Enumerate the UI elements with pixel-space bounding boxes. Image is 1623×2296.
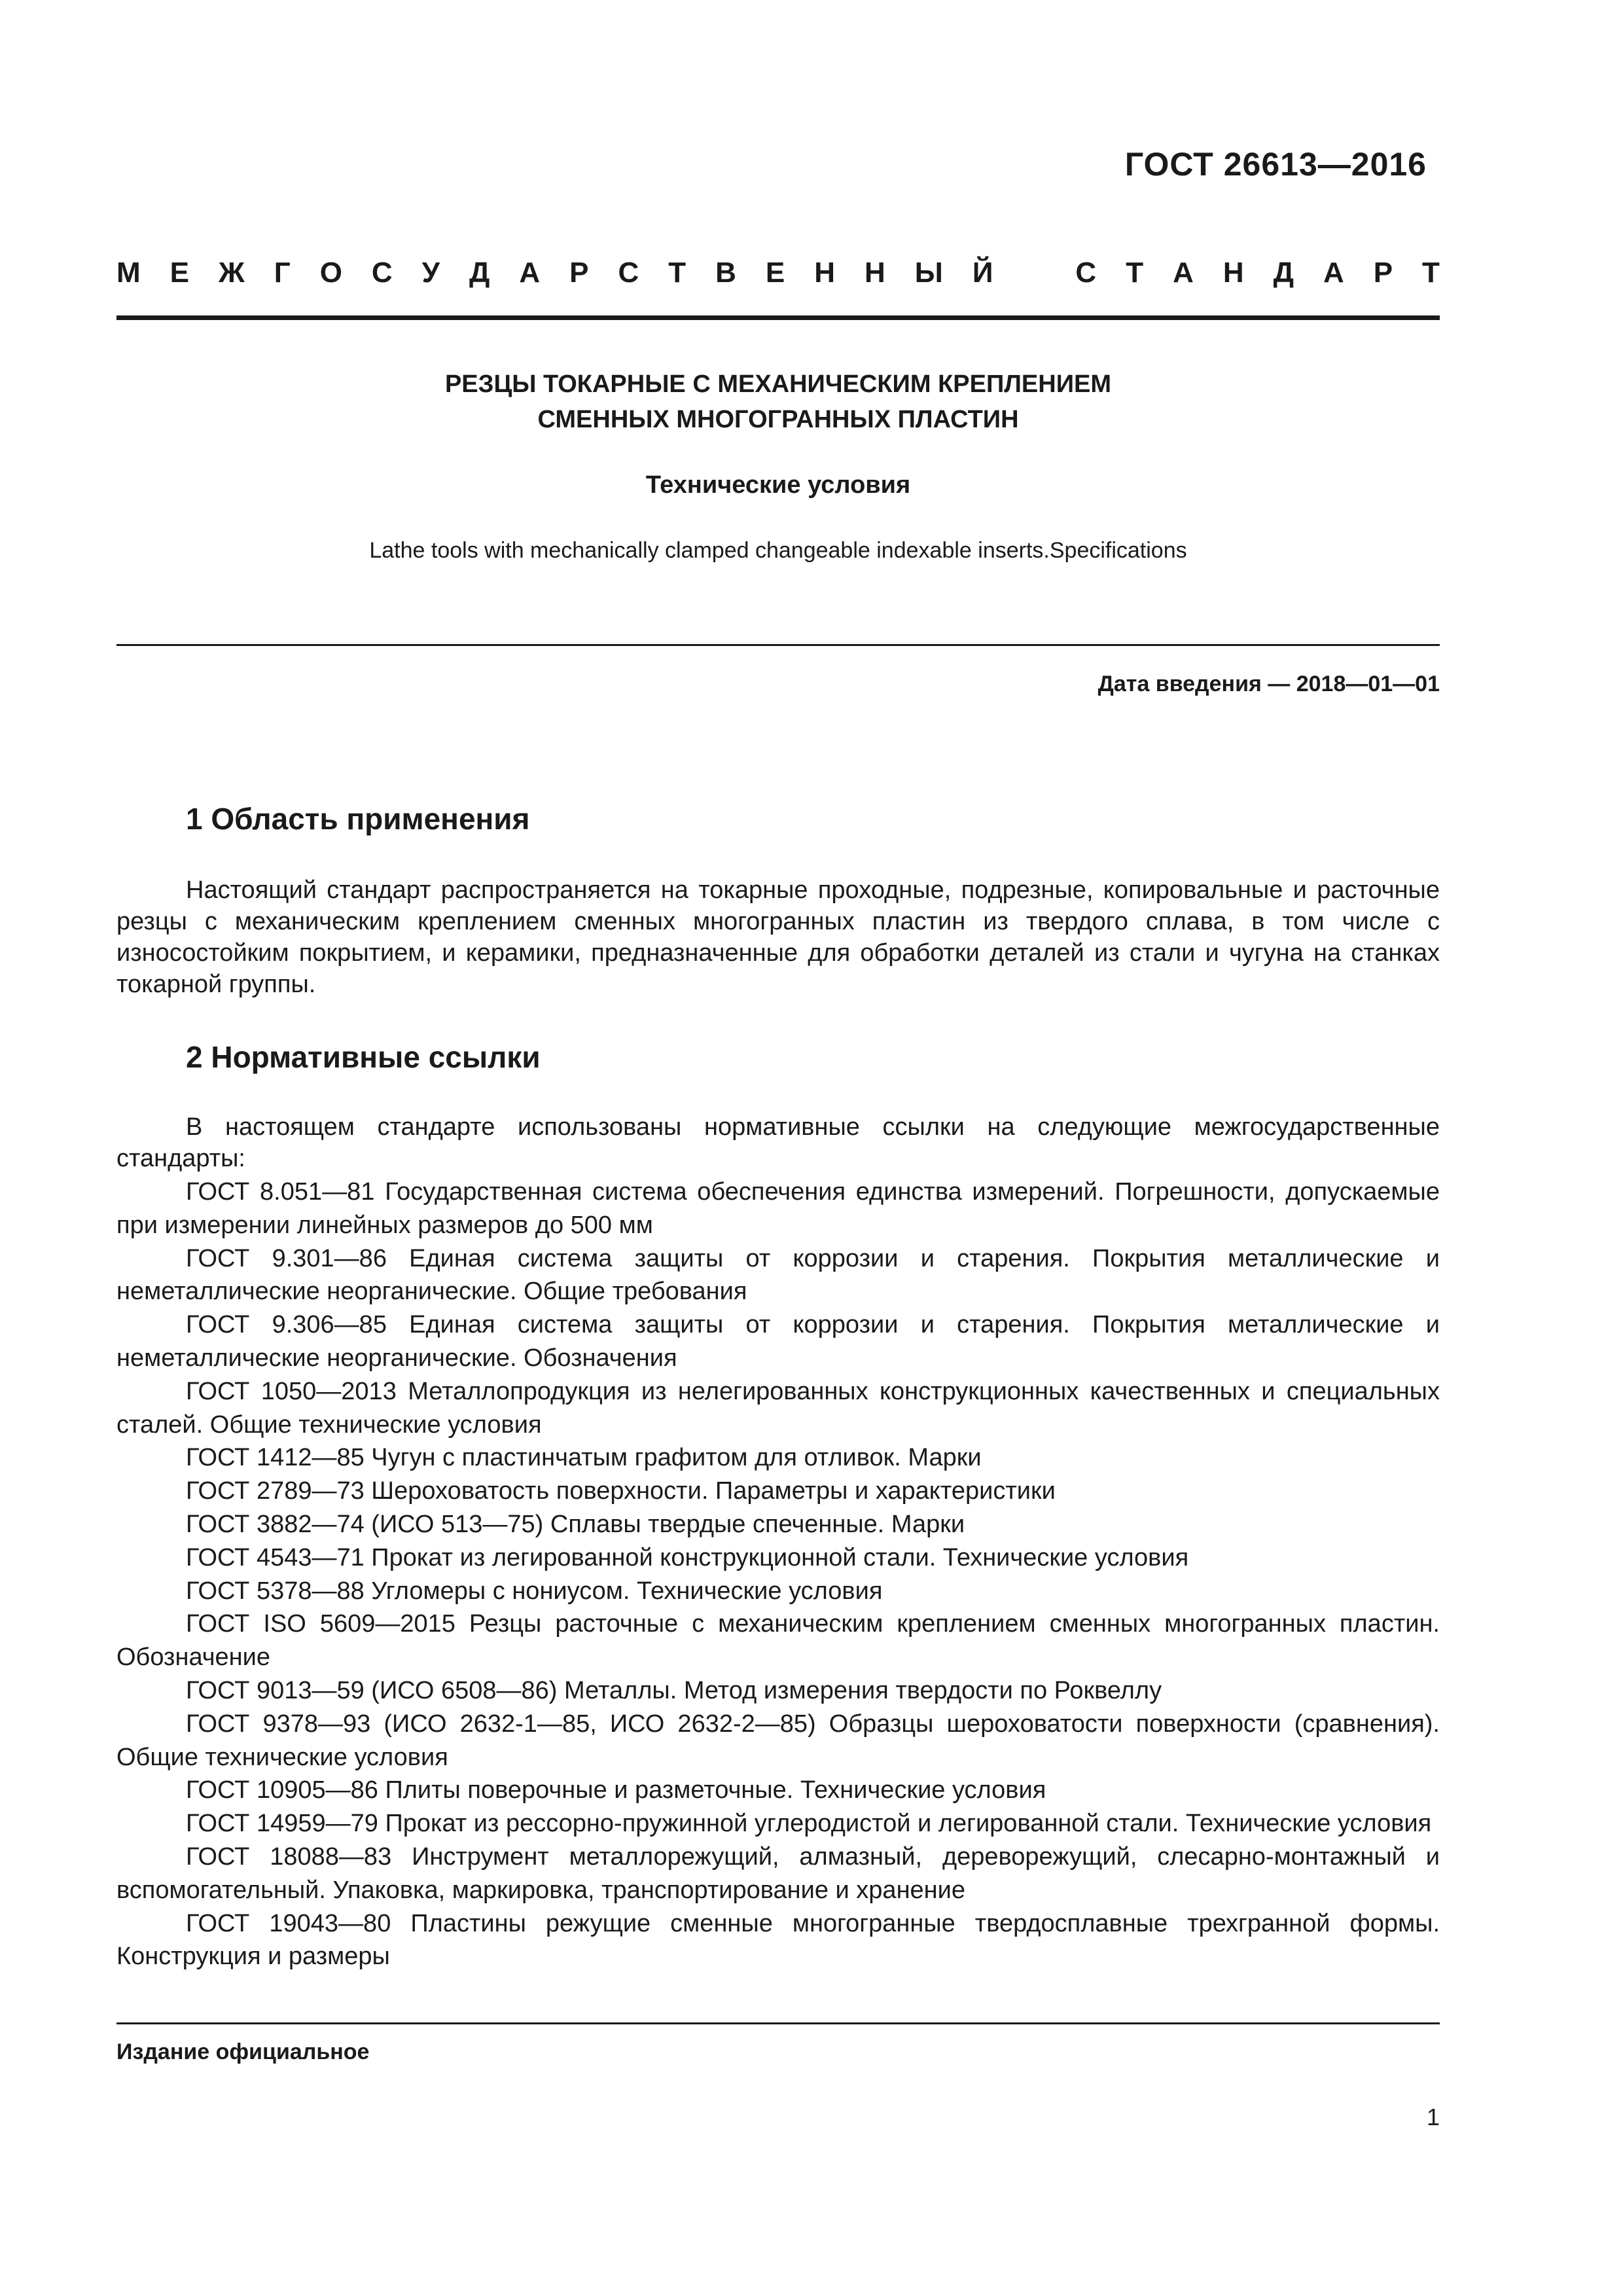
banner-letter: С: [618, 257, 639, 289]
page-number: 1: [1426, 2104, 1440, 2130]
document-title: [116, 367, 1440, 437]
banner-letter: Г: [274, 257, 291, 289]
english-title: Lathe tools with mechanically clamped changeable indexable inserts.Specifications: [369, 538, 1187, 563]
banner-letter: Р: [569, 257, 589, 289]
reference-item: ГОСТ 3882—74 (ИСО 513—75) Сплавы твердые спеченные. Марки: [186, 1510, 965, 1538]
title-divider: [116, 644, 1440, 646]
banner-letter: Й: [972, 257, 993, 289]
reference-item: ГОСТ 4543—71 Прокат из легированной конструкционной стали. Технические условия: [186, 1543, 1189, 1571]
normative-references-list: [116, 1175, 1440, 1973]
reference-item: ГОСТ 9378—93 (ИСО 2632-1—85, ИСО 2632-2—85) Образцы шероховатости поверхности (сравнения). Общие технические условия: [116, 1710, 1440, 1771]
reference-item: ГОСТ 9013—59 (ИСО 6508—86) Металлы. Метод измерения твердости по Роквеллу: [186, 1676, 1162, 1704]
reference-item: ГОСТ 1050—2013 Металлопродукция из нелегированных конструкционных качественных и специальных сталей. Общие технические условия: [116, 1377, 1440, 1439]
title-line-2: СМЕННЫХ МНОГОГРАННЫХ ПЛАСТИН: [537, 406, 1019, 433]
banner-letter: С: [371, 257, 393, 289]
section-1-text: Настоящий стандарт распространяется на токарные проходные, подрезные, копировальные и расточные резцы с механическим креплением сменных многогранных пластин из твердого сплава, в том числе с износостойким покрытием, и керамики, предназначенные для обработки деталей из стали и чугуна на станках токарной группы.: [116, 876, 1440, 998]
standard-code: ГОСТ 26613—2016: [1124, 146, 1427, 183]
banner-letter: А: [519, 257, 541, 289]
section-2-intro: В настоящем стандарте использованы нормативные ссылки на следующие межгосударственные стандарты:: [116, 1113, 1440, 1172]
banner-letter: Р: [1373, 257, 1393, 289]
banner-letter: С: [1075, 257, 1097, 289]
banner-letter: Е: [169, 257, 189, 289]
banner-letter: Д: [1273, 257, 1294, 289]
banner-letter: В: [715, 257, 736, 289]
reference-item: ГОСТ ISO 5609—2015 Резцы расточные с механическим креплением сменных многогранных пластин. Обозначение: [116, 1610, 1440, 1672]
banner-letter: Т: [1422, 257, 1440, 289]
footer-divider: [116, 2022, 1440, 2024]
reference-item: ГОСТ 10905—86 Плиты поверочные и разметочные. Технические условия: [186, 1776, 1046, 1804]
document-subtitle: Технические условия: [645, 471, 911, 499]
reference-item: ГОСТ 9.306—85 Единая система защиты от коррозии и старения. Покрытия металлические и неметаллические неорганические. Обозначения: [116, 1311, 1440, 1372]
reference-item: ГОСТ 9.301—86 Единая система защиты от коррозии и старения. Покрытия металлические и неметаллические неорганические. Общие требования: [116, 1244, 1440, 1306]
banner-letter: А: [1323, 257, 1344, 289]
reference-item: ГОСТ 14959—79 Прокат из рессорно-пружинной углеродистой и легированной стали. Технические условия: [186, 1810, 1432, 1838]
interstate-standard-banner: [116, 257, 1440, 289]
banner-letter: Н: [865, 257, 885, 289]
banner-letter: Т: [668, 257, 687, 289]
banner-letter: Н: [1222, 257, 1244, 289]
official-edition-label: Издание официальное: [116, 2039, 370, 2064]
banner-letter: О: [319, 257, 342, 289]
banner-letter: А: [1173, 257, 1194, 289]
banner-letter: М: [116, 257, 141, 289]
banner-letter: Е: [765, 257, 785, 289]
reference-item: ГОСТ 1412—85 Чугун с пластинчатым графитом для отливок. Марки: [186, 1444, 982, 1472]
banner-letter: Ж: [218, 257, 245, 289]
banner-spacer: [1022, 257, 1046, 289]
reference-item: ГОСТ 18088—83 Инструмент металлорежущий, алмазный, дереворежущий, слесарно-монтажный и вспомогательный. Упаковка, маркировка, транспортирование и хранение: [116, 1842, 1440, 1904]
banner-letter: Т: [1126, 257, 1144, 289]
reference-item: ГОСТ 2789—73 Шероховатость поверхности. Параметры и характеристики: [186, 1477, 1056, 1505]
banner-letter: Д: [469, 257, 490, 289]
title-line-1: РЕЗЦЫ ТОКАРНЫЕ С МЕХАНИЧЕСКИМ КРЕПЛЕНИЕМ: [444, 370, 1112, 398]
introduction-date: Дата введения — 2018—01—01: [1097, 672, 1440, 696]
section-1-heading: 1 Область применения: [186, 802, 530, 836]
reference-item: ГОСТ 8.051—81 Государственная система обеспечения единства измерений. Погрешности, допускаемые при измерении линейных размеров до 500 мм: [116, 1178, 1440, 1239]
banner-letter: Ы: [914, 257, 943, 289]
banner-letter: У: [421, 257, 440, 289]
reference-item: ГОСТ 19043—80 Пластины режущие сменные многогранные твердосплавные трехгранной формы. Конструкция и размеры: [116, 1909, 1440, 1971]
section-2-heading: 2 Нормативные ссылки: [186, 1040, 541, 1074]
header-divider: [116, 315, 1440, 320]
banner-letter: Н: [814, 257, 836, 289]
reference-item: ГОСТ 5378—88 Угломеры с нониусом. Технические условия: [186, 1577, 883, 1605]
